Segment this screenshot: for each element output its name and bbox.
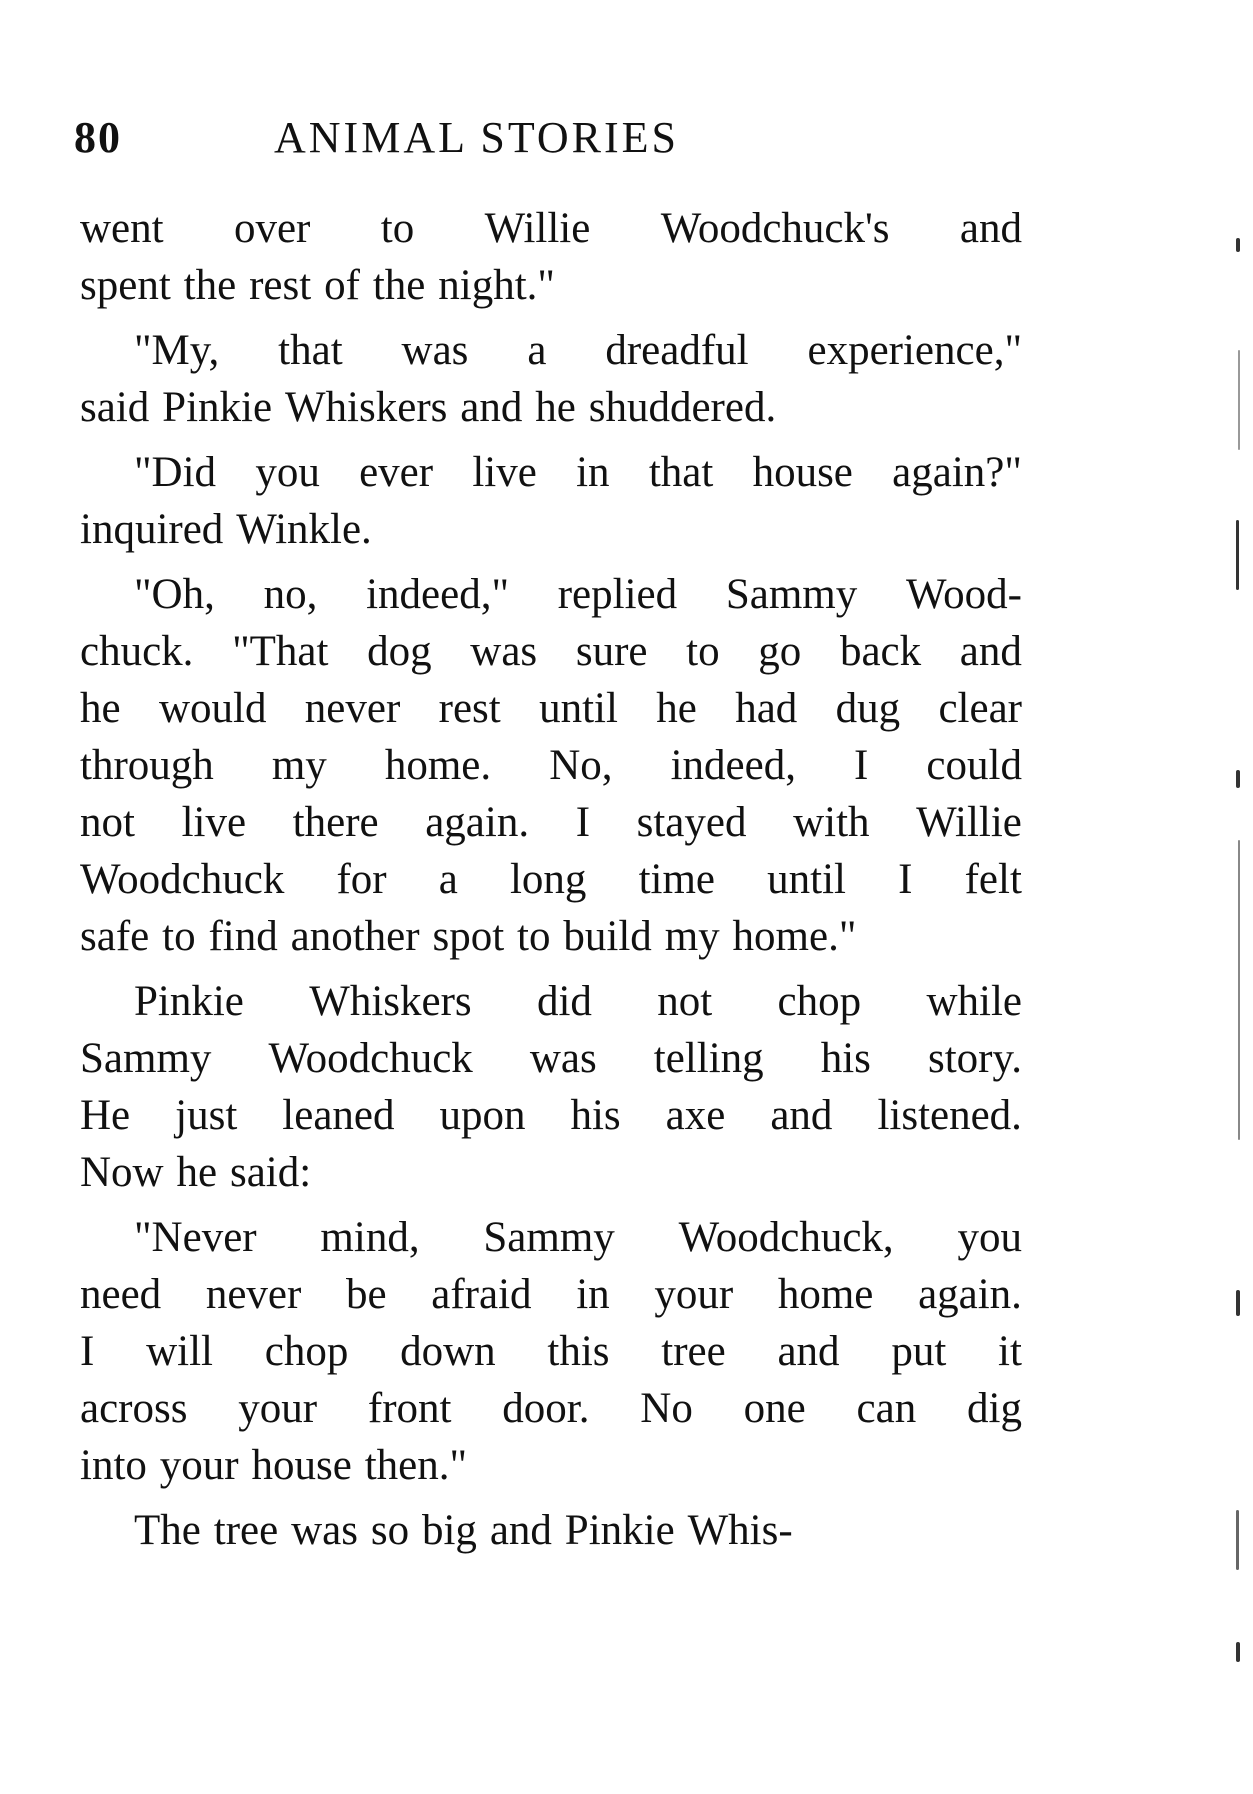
text-line: inquired Winkle. bbox=[80, 506, 372, 553]
paragraph bbox=[80, 973, 1022, 1201]
scan-artifact bbox=[1236, 1510, 1239, 1570]
paragraph bbox=[80, 322, 1022, 436]
paragraph bbox=[80, 1502, 1022, 1559]
body-text bbox=[80, 200, 1022, 1567]
text-line: Pinkie Whiskers did not chop while bbox=[134, 978, 1022, 1025]
text-line: across your front door. No one can dig bbox=[80, 1385, 1022, 1432]
running-title: ANIMAL STORIES bbox=[274, 113, 680, 162]
text-line: He just leaned upon his axe and listened. bbox=[80, 1092, 1022, 1139]
text-line: went over to Willie Woodchuck's and bbox=[80, 205, 1022, 252]
scan-artifact bbox=[1236, 1642, 1240, 1662]
text-line: need never be afraid in your home again. bbox=[80, 1271, 1022, 1318]
scan-artifact bbox=[1238, 840, 1240, 1140]
scan-artifact bbox=[1236, 520, 1239, 590]
text-line: not live there again. I stayed with Willie bbox=[80, 799, 1022, 846]
text-line: into your house then." bbox=[80, 1442, 468, 1489]
text-line: "My, that was a dreadful experience," bbox=[134, 327, 1022, 374]
paragraph bbox=[80, 444, 1022, 558]
text-line: spent the rest of the night." bbox=[80, 262, 555, 309]
text-line: safe to find another spot to build my home." bbox=[80, 913, 857, 960]
scan-artifact bbox=[1236, 770, 1240, 788]
text-line: I will chop down this tree and put it bbox=[80, 1328, 1022, 1375]
text-line: The tree was so big and Pinkie Whis- bbox=[134, 1507, 793, 1554]
paragraph bbox=[80, 200, 1022, 314]
text-line: Sammy Woodchuck was telling his story. bbox=[80, 1035, 1022, 1082]
scan-artifact bbox=[1236, 1290, 1240, 1316]
scan-artifact bbox=[1238, 350, 1240, 450]
text-line: chuck. "That dog was sure to go back and bbox=[80, 628, 1022, 675]
paragraph bbox=[80, 1209, 1022, 1494]
text-line: "Did you ever live in that house again?" bbox=[134, 449, 1022, 496]
paragraph bbox=[80, 566, 1022, 965]
page-number: 80 bbox=[74, 113, 122, 162]
text-line: said Pinkie Whiskers and he shuddered. bbox=[80, 384, 777, 431]
text-line: through my home. No, indeed, I could bbox=[80, 742, 1022, 789]
text-line: "Never mind, Sammy Woodchuck, you bbox=[134, 1214, 1022, 1261]
scan-artifact bbox=[1236, 238, 1240, 252]
text-line: Now he said: bbox=[80, 1149, 312, 1196]
running-head bbox=[74, 108, 834, 168]
text-line: Woodchuck for a long time until I felt bbox=[80, 856, 1022, 903]
text-line: "Oh, no, indeed," replied Sammy Wood- bbox=[134, 571, 1022, 618]
text-line: he would never rest until he had dug clear bbox=[80, 685, 1022, 732]
